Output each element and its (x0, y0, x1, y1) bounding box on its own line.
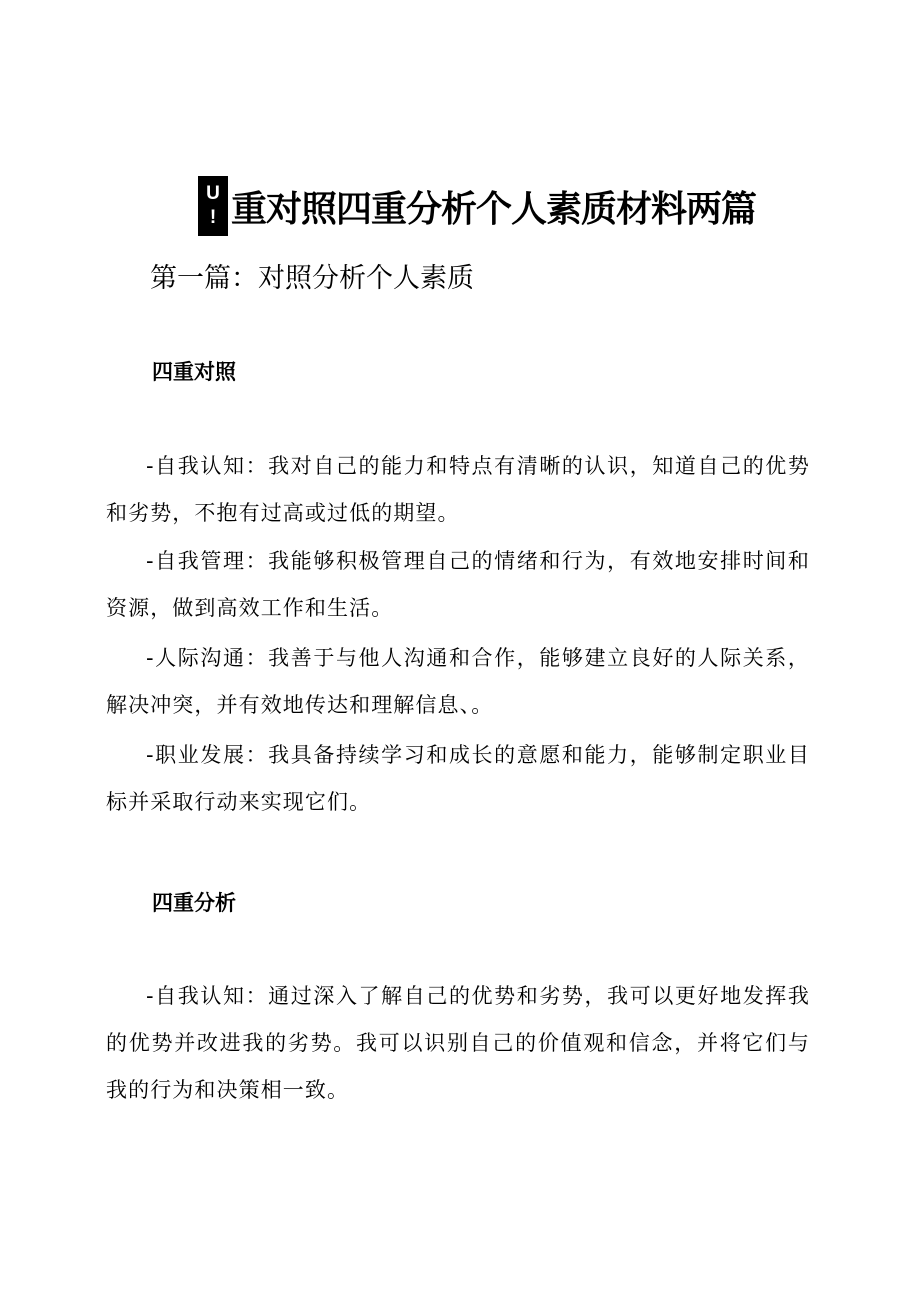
section-heading-four-contrasts: 四重对照 (152, 360, 236, 384)
paragraph-career: -职业发展：我具备持续学习和成长的意愿和能力，能够制定职业目标并采取行动来实现它们。 (106, 743, 810, 814)
title-mark-top: U (206, 183, 220, 204)
document-title-row (198, 176, 756, 236)
title-mark-bottom: ! (209, 207, 217, 228)
paragraph-communication: -人际沟通：我善于与他人沟通和合作，能够建立良好的人际关系，解决冲突，并有效地传达和理解信息、。 (106, 646, 810, 717)
paragraph-self-awareness: -自我认知：我对自己的能力和特点有清晰的认识，知道自己的优势和劣势，不抱有过高或过低的期望。 (106, 454, 810, 525)
title-mark (198, 176, 228, 236)
section-heading-four-analyses: 四重分析 (152, 891, 236, 915)
document-subtitle: 第一篇：对照分析个人素质 (150, 263, 474, 294)
paragraph-analysis-self-awareness: -自我认知：通过深入了解自己的优势和劣势，我可以更好地发挥我的优势并改进我的劣势。我可以识别自己的价值观和信念，并将它们与我的行为和决策相一致。 (106, 984, 810, 1102)
paragraph-self-management: -自我管理：我能够积极管理自己的情绪和行为，有效地安排时间和资源，做到高效工作和生活。 (106, 549, 810, 620)
document-title: 重对照四重分析个人素质材料两篇 (231, 188, 757, 230)
